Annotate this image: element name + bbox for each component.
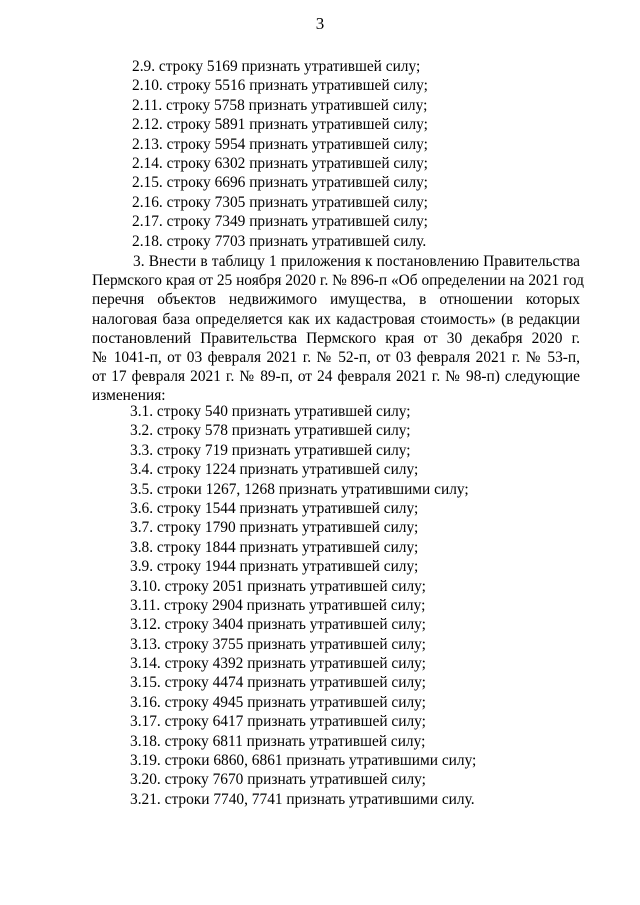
paragraph-line: Пермского края от 25 ноября 2020 г. № 896-п «Об определении на 2021 год [92, 272, 585, 290]
list-item: 3.7. строку 1790 признать утратившей силу; [130, 519, 419, 537]
list-item: 3.16. строку 4945 признать утратившей силу; [130, 693, 426, 711]
list-item: 3.8. строку 1844 признать утратившей силу; [130, 538, 419, 556]
list-item: 2.12. строку 5891 признать утратившей силу; [132, 116, 428, 134]
list-item: 2.16. строку 7305 признать утратившей силу; [132, 193, 428, 211]
list-item: 3.12. строку 3404 признать утратившей силу; [130, 616, 426, 634]
list-item: 3.17. строку 6417 признать утратившей силу; [130, 713, 426, 731]
list-item: 2.15. строку 6696 признать утратившей силу; [132, 174, 428, 192]
list-item: 3.6. строку 1544 признать утратившей силу; [130, 499, 419, 517]
paragraph-line: изменения: [92, 387, 166, 405]
list-items-3 [130, 402, 476, 809]
paragraph-line: перечня объектов недвижимого имущества, в отношении которых [92, 291, 580, 309]
list-item: 3.18. строку 6811 признать утратившей силу; [130, 732, 426, 750]
list-item: 3.3. строку 719 признать утратившей силу; [130, 441, 411, 459]
list-item: 3.20. строку 7670 признать утратившей силу; [130, 771, 426, 789]
paragraph-line: от 17 февраля 2021 г. № 89-п, от 24 февраля 2021 г. № 98-п) следующие [92, 368, 580, 386]
paragraph-line: 3. Внести в таблицу 1 приложения к постановлению Правительства [133, 253, 580, 270]
list-item: 2.13. строку 5954 признать утратившей силу; [132, 135, 428, 153]
list-item: 3.2. строку 578 признать утратившей силу; [130, 422, 411, 440]
list-items-2 [132, 57, 428, 251]
list-item: 3.15. строку 4474 признать утратившей силу; [130, 674, 426, 692]
list-item: 3.13. строку 3755 признать утратившей силу; [130, 635, 426, 653]
paragraph-line: налоговая база определяется как их кадастровая стоимость» (в редакции [92, 310, 580, 328]
list-item: 3.14. строку 4392 признать утратившей силу; [130, 655, 426, 673]
list-item: 3.11. строку 2904 признать утратившей силу; [130, 596, 426, 614]
paragraph-line: постановлений Правительства Пермского края от 30 декабря 2020 г. [92, 329, 580, 347]
list-item: 3.21. строки 7740, 7741 признать утратившими силу. [130, 790, 475, 808]
list-item: 2.9. строку 5169 признать утратившей силу; [132, 58, 421, 75]
list-item: 2.17. строку 7349 признать утратившей силу; [132, 213, 428, 231]
list-item: 3.10. строку 2051 признать утратившей силу; [130, 577, 426, 595]
paragraph-line: № 1041-п, от 03 февраля 2021 г. № 52-п, от 03 февраля 2021 г. № 53-п, [92, 348, 580, 366]
list-item: 3.9. строку 1944 признать утратившей силу; [130, 558, 419, 576]
list-item: 3.4. строку 1224 признать утратившей силу; [130, 461, 419, 479]
list-item: 2.18. строку 7703 признать утратившей силу. [132, 232, 427, 250]
list-item: 2.11. строку 5758 признать утратившей силу; [132, 96, 428, 114]
list-item: 3.5. строки 1267, 1268 признать утратившими силу; [130, 480, 469, 498]
page-number: 3 [315, 14, 325, 33]
list-item: 2.10. строку 5516 признать утратившей силу; [132, 77, 428, 95]
paragraph-item-3 [92, 252, 585, 406]
list-item: 3.19. строки 6860, 6861 признать утратившими силу; [130, 752, 477, 770]
list-item: 3.1. строку 540 признать утратившей силу; [130, 403, 411, 420]
list-item: 2.14. строку 6302 признать утратившей силу; [132, 154, 428, 172]
